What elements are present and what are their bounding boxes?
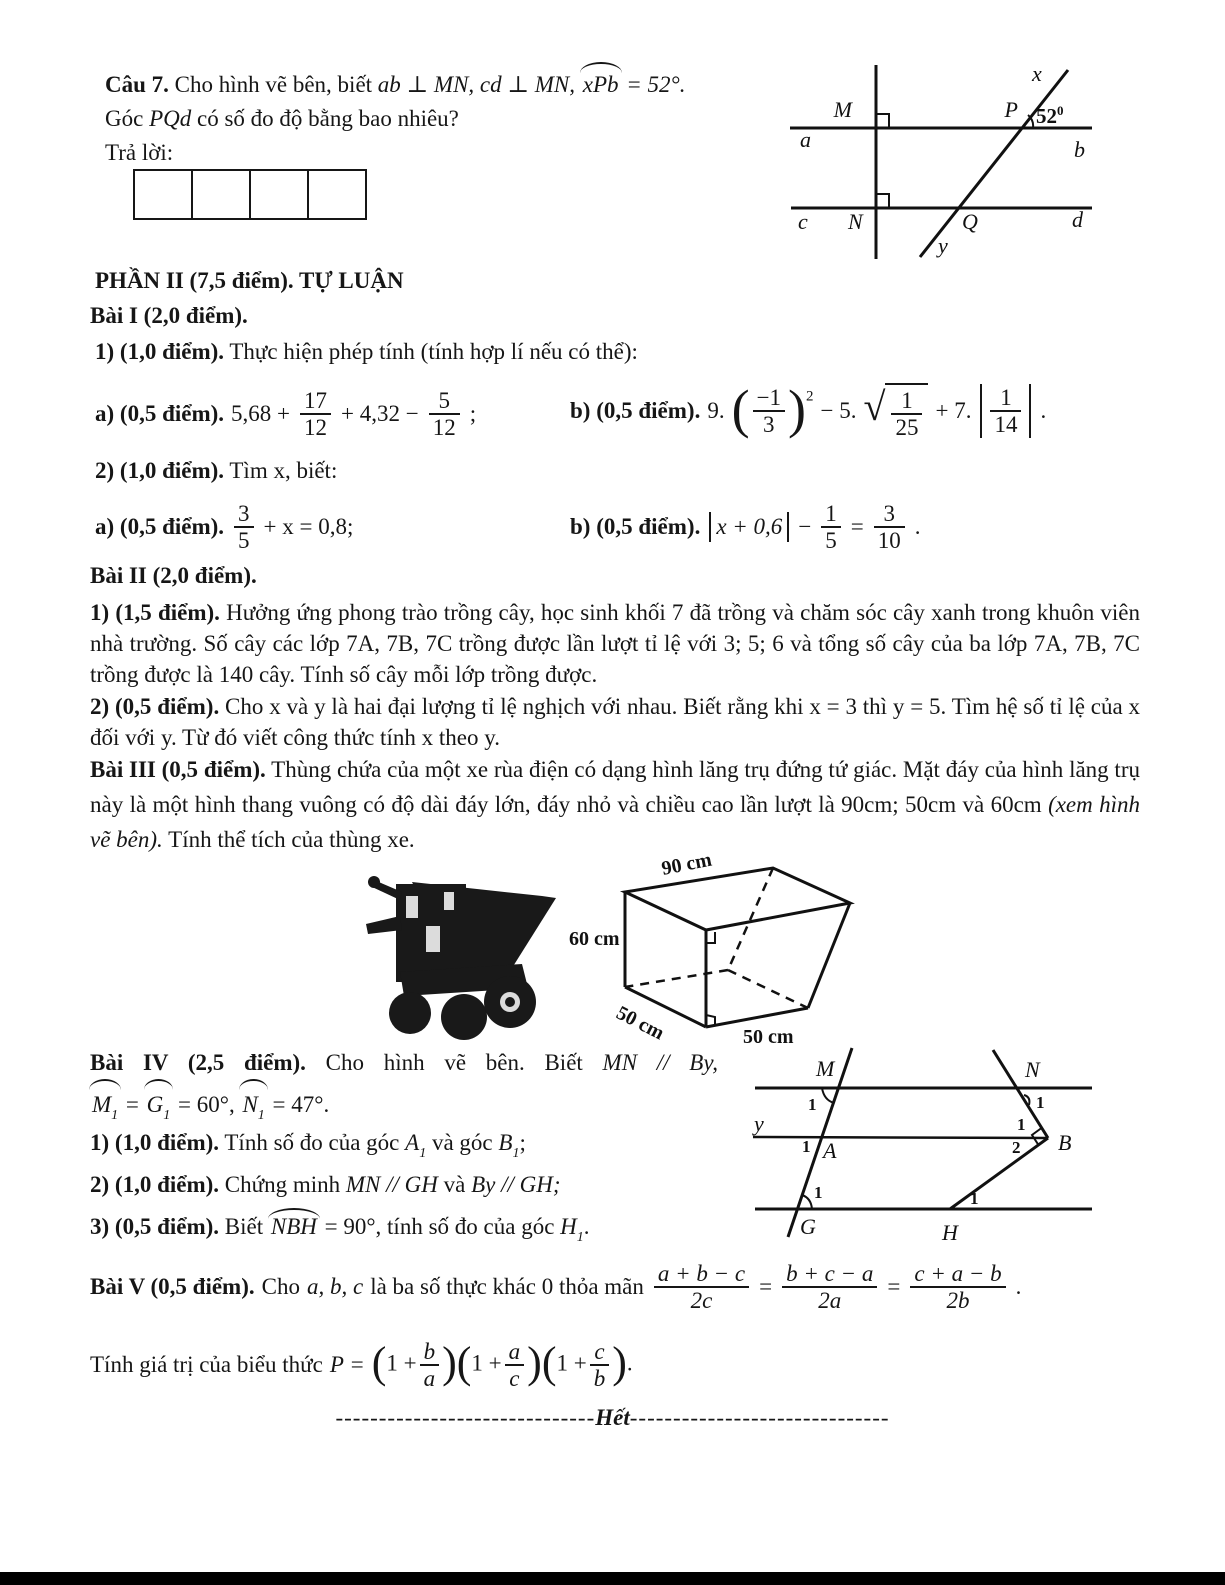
- cau7-figure: [770, 55, 1100, 267]
- numerator: c: [590, 1340, 610, 1366]
- numerator: 1: [990, 386, 1021, 412]
- math-text: 1 +: [386, 1350, 417, 1376]
- fraction: [874, 502, 905, 553]
- fraction: [990, 386, 1021, 437]
- radical-sign: √: [863, 383, 886, 429]
- paragraph-text: Tính thể tích của thùng xe.: [168, 827, 415, 852]
- angle-letter: M: [92, 1092, 112, 1117]
- label-Q: Q: [962, 209, 978, 234]
- item-text: Tính số đo của góc: [224, 1130, 400, 1155]
- item-label: 3) (0,5 điểm).: [90, 1214, 220, 1239]
- item-text: .: [583, 1214, 590, 1239]
- mark-1-G: 1: [814, 1183, 823, 1202]
- item-text: = 90°, tính số đo của góc: [324, 1214, 555, 1239]
- mark-1-H: 1: [970, 1189, 979, 1208]
- angle-arc-M1: [822, 1088, 834, 1103]
- fraction: [420, 1340, 440, 1391]
- label-x: x: [1032, 61, 1042, 86]
- fraction: [782, 1262, 877, 1313]
- bai4-item1: [90, 1130, 526, 1162]
- label-y: y: [754, 1111, 764, 1136]
- math-text: + x = 0,8;: [263, 514, 354, 539]
- item-text: ;: [519, 1130, 526, 1155]
- numerator: −1: [753, 386, 785, 412]
- math-text: 1 +: [556, 1350, 587, 1376]
- paragraph-italic: (xem hình vẽ bên).: [90, 792, 1141, 852]
- dim-50cm-right: 50 cm: [743, 1026, 794, 1048]
- bai2-p1: [90, 597, 1140, 690]
- numerator: b + c − a: [782, 1262, 877, 1288]
- paragraph-text: 50cm và 60cm: [905, 792, 1042, 817]
- cau7-math: ab ⊥ MN, cd ⊥ MN,: [377, 72, 576, 97]
- wheel: [389, 992, 431, 1034]
- cau7-q-pre: Góc: [105, 106, 144, 131]
- denominator: a: [423, 1366, 436, 1391]
- dash-line: ------------------------------: [335, 1405, 596, 1430]
- label-M: M: [833, 97, 852, 122]
- angle-letter: N: [242, 1092, 258, 1117]
- angle-G1: [145, 1083, 173, 1136]
- numerator: 17: [300, 389, 331, 415]
- cau7-label: Câu 7.: [105, 72, 169, 97]
- numerator: 5: [429, 389, 460, 415]
- cau7-answer-label: Trả lời:: [105, 140, 174, 165]
- label-c: c: [798, 209, 808, 234]
- prism-figure: [555, 845, 870, 1050]
- fraction: [590, 1340, 610, 1391]
- bai1-heading: Bài I (2,0 điểm).: [90, 303, 248, 328]
- bai5-line1: [90, 1252, 1021, 1322]
- line-y: [753, 1137, 1048, 1138]
- angle-NBH: NBH: [270, 1214, 317, 1239]
- mark-1-N: 1: [1036, 1093, 1045, 1112]
- angle-sub: 1: [257, 1108, 265, 1123]
- bai4-figure: [730, 1040, 1130, 1245]
- math-text: 5,68 +: [231, 401, 291, 426]
- paragraph-text: Cho: [261, 1274, 300, 1299]
- cau7-intro: Cho hình vẽ bên, biết: [174, 72, 373, 97]
- label-B: B: [1058, 1130, 1072, 1155]
- prism-hidden-edge: [625, 970, 728, 987]
- item-label: 1) (1,5 điểm).: [90, 600, 220, 625]
- denominator: c: [509, 1366, 520, 1391]
- cau7-line1: [105, 66, 765, 102]
- math-text: .: [626, 1350, 633, 1376]
- numerator: 3: [874, 502, 905, 528]
- angle-value: 52: [1036, 104, 1057, 128]
- dim-50cm-left: 50 cm: [612, 1001, 668, 1045]
- denominator: 2b: [946, 1288, 970, 1313]
- bai1-1a: [95, 381, 476, 447]
- math-text: =: [850, 514, 864, 539]
- bai2-p2: [90, 691, 1140, 753]
- texture: [406, 896, 418, 918]
- angle-sub: 1: [111, 1108, 119, 1123]
- bai1-2a: [95, 494, 353, 560]
- math-text: =: [759, 1274, 773, 1299]
- angle-sub: 1: [512, 1146, 520, 1161]
- denominator: 3: [763, 412, 775, 437]
- item-text: Thực hiện phép tính (tính hợp lí nếu có thể):: [229, 339, 638, 364]
- item-label: 2) (1,0 điểm).: [90, 1172, 220, 1197]
- end-line: [0, 1405, 1225, 1431]
- math-text: −: [798, 514, 812, 539]
- denominator: 10: [877, 528, 901, 553]
- fraction: [753, 386, 785, 437]
- math-text: + 4,32 −: [341, 401, 419, 426]
- math-text: By // GH;: [471, 1172, 561, 1197]
- cau7-block: [105, 66, 765, 170]
- denominator: 12: [304, 415, 328, 440]
- product-expression: (1 + $\frac{b}{a}$ )(1 + $\frac{a}{c}$ )(1 + $\frac{c}{b}$ ).: [371, 1338, 633, 1391]
- numerator: a: [505, 1340, 525, 1366]
- scan-edge-bar: [0, 1572, 1225, 1585]
- label-a: a: [800, 127, 811, 152]
- prism-edge: [808, 903, 850, 1008]
- numerator: b: [420, 1340, 440, 1366]
- bai5-line2: [90, 1328, 633, 1402]
- fraction: [821, 502, 841, 553]
- answer-cell: [309, 171, 365, 218]
- item-text: Biết: [224, 1214, 264, 1239]
- texture: [444, 892, 454, 910]
- cau7-eq52: = 52°.: [626, 72, 686, 97]
- angle-B: B: [498, 1130, 513, 1155]
- angle-sub: 1: [163, 1108, 171, 1123]
- label-N: N: [1025, 1057, 1040, 1082]
- label-y: y: [938, 233, 948, 258]
- bai1-2b: [570, 494, 921, 560]
- answer-cell: [193, 171, 251, 218]
- numerator: 3: [234, 502, 254, 528]
- denominator: 2a: [818, 1288, 842, 1313]
- cau7-q-post: có số đo độ bằng bao nhiêu?: [197, 106, 459, 131]
- angle-letter: G: [146, 1092, 164, 1117]
- mark-1-B: 1: [1017, 1115, 1026, 1134]
- bai1-item2: [95, 458, 337, 484]
- wheel-axle: [505, 997, 515, 1007]
- math-text: a, b, c: [306, 1274, 364, 1299]
- math-text: =: [125, 1092, 139, 1117]
- prism-edge: [706, 1008, 808, 1027]
- bai1-item1: [95, 339, 638, 365]
- exponent: 2: [806, 388, 814, 405]
- label-P: P: [1004, 97, 1018, 122]
- denominator: 2c: [690, 1288, 713, 1313]
- texture: [426, 926, 440, 952]
- label-b: b: [1074, 137, 1085, 162]
- label-d: d: [1072, 207, 1083, 232]
- paragraph-text: Cho hình vẽ bên. Biết: [325, 1050, 583, 1075]
- fraction: [505, 1340, 525, 1391]
- fraction: [300, 389, 331, 440]
- angle-M1: [90, 1083, 120, 1136]
- answer-cell: [135, 171, 193, 218]
- cau7-line2: [105, 102, 765, 136]
- math-text: + 7.: [935, 398, 972, 423]
- item-label: 2) (0,5 điểm).: [90, 694, 220, 719]
- label-H: H: [942, 1220, 958, 1245]
- math-text: − 5.: [820, 398, 857, 423]
- denominator: 14: [994, 412, 1018, 437]
- answer-cell: [251, 171, 309, 218]
- numerator: 1: [821, 502, 841, 528]
- dim-60cm: 60 cm: [569, 928, 620, 950]
- math-text: MN // By,: [602, 1050, 719, 1075]
- paragraph-text: Tính giá trị của biểu thức: [90, 1352, 323, 1377]
- paren-group: ( $\frac{-1}{3}$ )$^2$: [731, 379, 814, 439]
- bai1-1b: [570, 378, 1046, 444]
- math-text: = 47°.: [272, 1092, 330, 1117]
- angle-A: A: [405, 1130, 420, 1155]
- right-angle-M: [876, 114, 889, 128]
- het-label: Hết: [595, 1405, 630, 1430]
- bai4-heading: Bài IV (2,5 điểm).: [90, 1050, 306, 1075]
- numerator: a + b − c: [654, 1262, 749, 1288]
- answer-boxes: [133, 169, 367, 220]
- math-text: 1 +: [471, 1350, 502, 1376]
- prism-top-face: [625, 868, 850, 930]
- angle-N1: [240, 1083, 266, 1136]
- wheelbarrow-photo: [360, 856, 560, 1041]
- angle-sub: 1: [419, 1146, 427, 1161]
- denominator: 25: [895, 415, 919, 440]
- angle-H: H: [560, 1214, 577, 1239]
- item-label: 1) (1,0 điểm).: [90, 1130, 220, 1155]
- bai3-paragraph: [90, 752, 1140, 857]
- prism-hidden-edge: [728, 970, 808, 1008]
- angle-arc-G1: [802, 1195, 812, 1209]
- bai2-heading: Bài II (2,0 điểm).: [90, 563, 257, 588]
- absolute-value: x + 0,6: [709, 512, 789, 542]
- math-text: .: [1040, 398, 1047, 423]
- item-label: b) (0,5 điểm).: [570, 398, 701, 423]
- item-label: a) (0,5 điểm).: [95, 514, 225, 539]
- paragraph-text: là ba số thực khác 0 thỏa mãn: [370, 1274, 644, 1299]
- item-text: và: [443, 1172, 466, 1197]
- paragraph-text: Thùng chứa của một xe rùa điện có dạng hình lăng trụ đứng tứ giác. Mặt đáy của hình lăng trụ này là một hình thang vuông có độ dài đáy lớn, đáy nhỏ và chiều cao lần lượt là 90cm;: [90, 757, 1140, 817]
- label-M: M: [816, 1056, 835, 1081]
- math-text: MN // GH: [345, 1172, 438, 1197]
- math-text: = 60°,: [178, 1092, 235, 1117]
- item-label: b) (0,5 điểm).: [570, 514, 701, 539]
- bai4-angle-line: [90, 1092, 330, 1123]
- fraction: [891, 389, 922, 440]
- phan2-heading: PHẦN II (7,5 điểm). TỰ LUẬN: [95, 268, 404, 293]
- mark-1-M: 1: [808, 1095, 817, 1114]
- label-angle-52: [1036, 103, 1064, 128]
- wheel: [441, 994, 487, 1040]
- denominator: 12: [432, 415, 456, 440]
- dash-line: ------------------------------: [629, 1405, 890, 1430]
- handle-grip: [368, 876, 380, 888]
- item-text: Tìm x, biết:: [229, 458, 338, 483]
- fraction: [654, 1262, 749, 1313]
- mark-2-B: 2: [1012, 1138, 1021, 1157]
- angle-sub: 1: [576, 1230, 584, 1245]
- bai3-heading: Bài III (0,5 điểm).: [90, 757, 266, 782]
- label-N: N: [848, 209, 863, 234]
- denominator: 5: [825, 528, 837, 553]
- paragraph-text: Cho x và y là hai đại lượng tỉ lệ nghịch với nhau. Biết rằng khi x = 3 thì y = 5. Tìm hệ số tỉ lệ của x đối với y. Từ đó viết công thức tính x theo y.: [90, 694, 1140, 750]
- item-label: 2) (1,0 điểm).: [95, 458, 225, 483]
- label-A: A: [823, 1138, 837, 1163]
- bai4-item2: [90, 1172, 561, 1198]
- numerator: 1: [891, 389, 922, 415]
- label-G: G: [800, 1214, 816, 1239]
- fraction: [234, 502, 254, 553]
- item-text: Chứng minh: [224, 1172, 341, 1197]
- cau7-arc-xpb: xPb: [581, 66, 621, 102]
- right-angle-N: [876, 194, 889, 208]
- item-text: và góc: [431, 1130, 493, 1155]
- math-text: .: [1015, 1274, 1022, 1299]
- math-text: 9.: [707, 398, 725, 423]
- item-label: 1) (1,0 điểm).: [95, 339, 225, 364]
- math-text: ;: [469, 401, 477, 426]
- denominator: 5: [238, 528, 250, 553]
- angle-degree-sup: 0: [1057, 103, 1064, 118]
- math-text: P =: [329, 1352, 365, 1377]
- paragraph-text: Hưởng ứng phong trào trồng cây, học sinh khối 7 đã trồng và chăm sóc cây xanh trong khuôn viên nhà trường. Số cây các lớp 7A, 7B, 7C trồng được lần lượt tỉ lệ với 3; 5; 6 và tổng số cây của ba lớp 7A, 7B, 7C trồng được là 140 cây. Tính số cây mỗi lớp trồng được.: [90, 600, 1140, 687]
- fraction: [910, 1262, 1005, 1313]
- dim-90cm: 90 cm: [659, 848, 714, 880]
- cau7-q-math: PQd: [149, 106, 192, 131]
- denominator: b: [593, 1366, 606, 1391]
- bai4-intro: [90, 1043, 718, 1136]
- item-label: a) (0,5 điểm).: [95, 401, 225, 426]
- math-text: .: [914, 514, 921, 539]
- line-xy: [920, 70, 1068, 257]
- mark-1-A: 1: [802, 1137, 811, 1156]
- numerator: c + a − b: [910, 1262, 1005, 1288]
- line-BH: [950, 1138, 1048, 1209]
- square-root: [864, 383, 929, 440]
- math-text: =: [887, 1274, 901, 1299]
- bai5-heading: Bài V (0,5 điểm).: [90, 1274, 255, 1299]
- absolute-value: [980, 384, 1031, 439]
- bai4-item3: [90, 1212, 590, 1246]
- fraction: [429, 389, 460, 440]
